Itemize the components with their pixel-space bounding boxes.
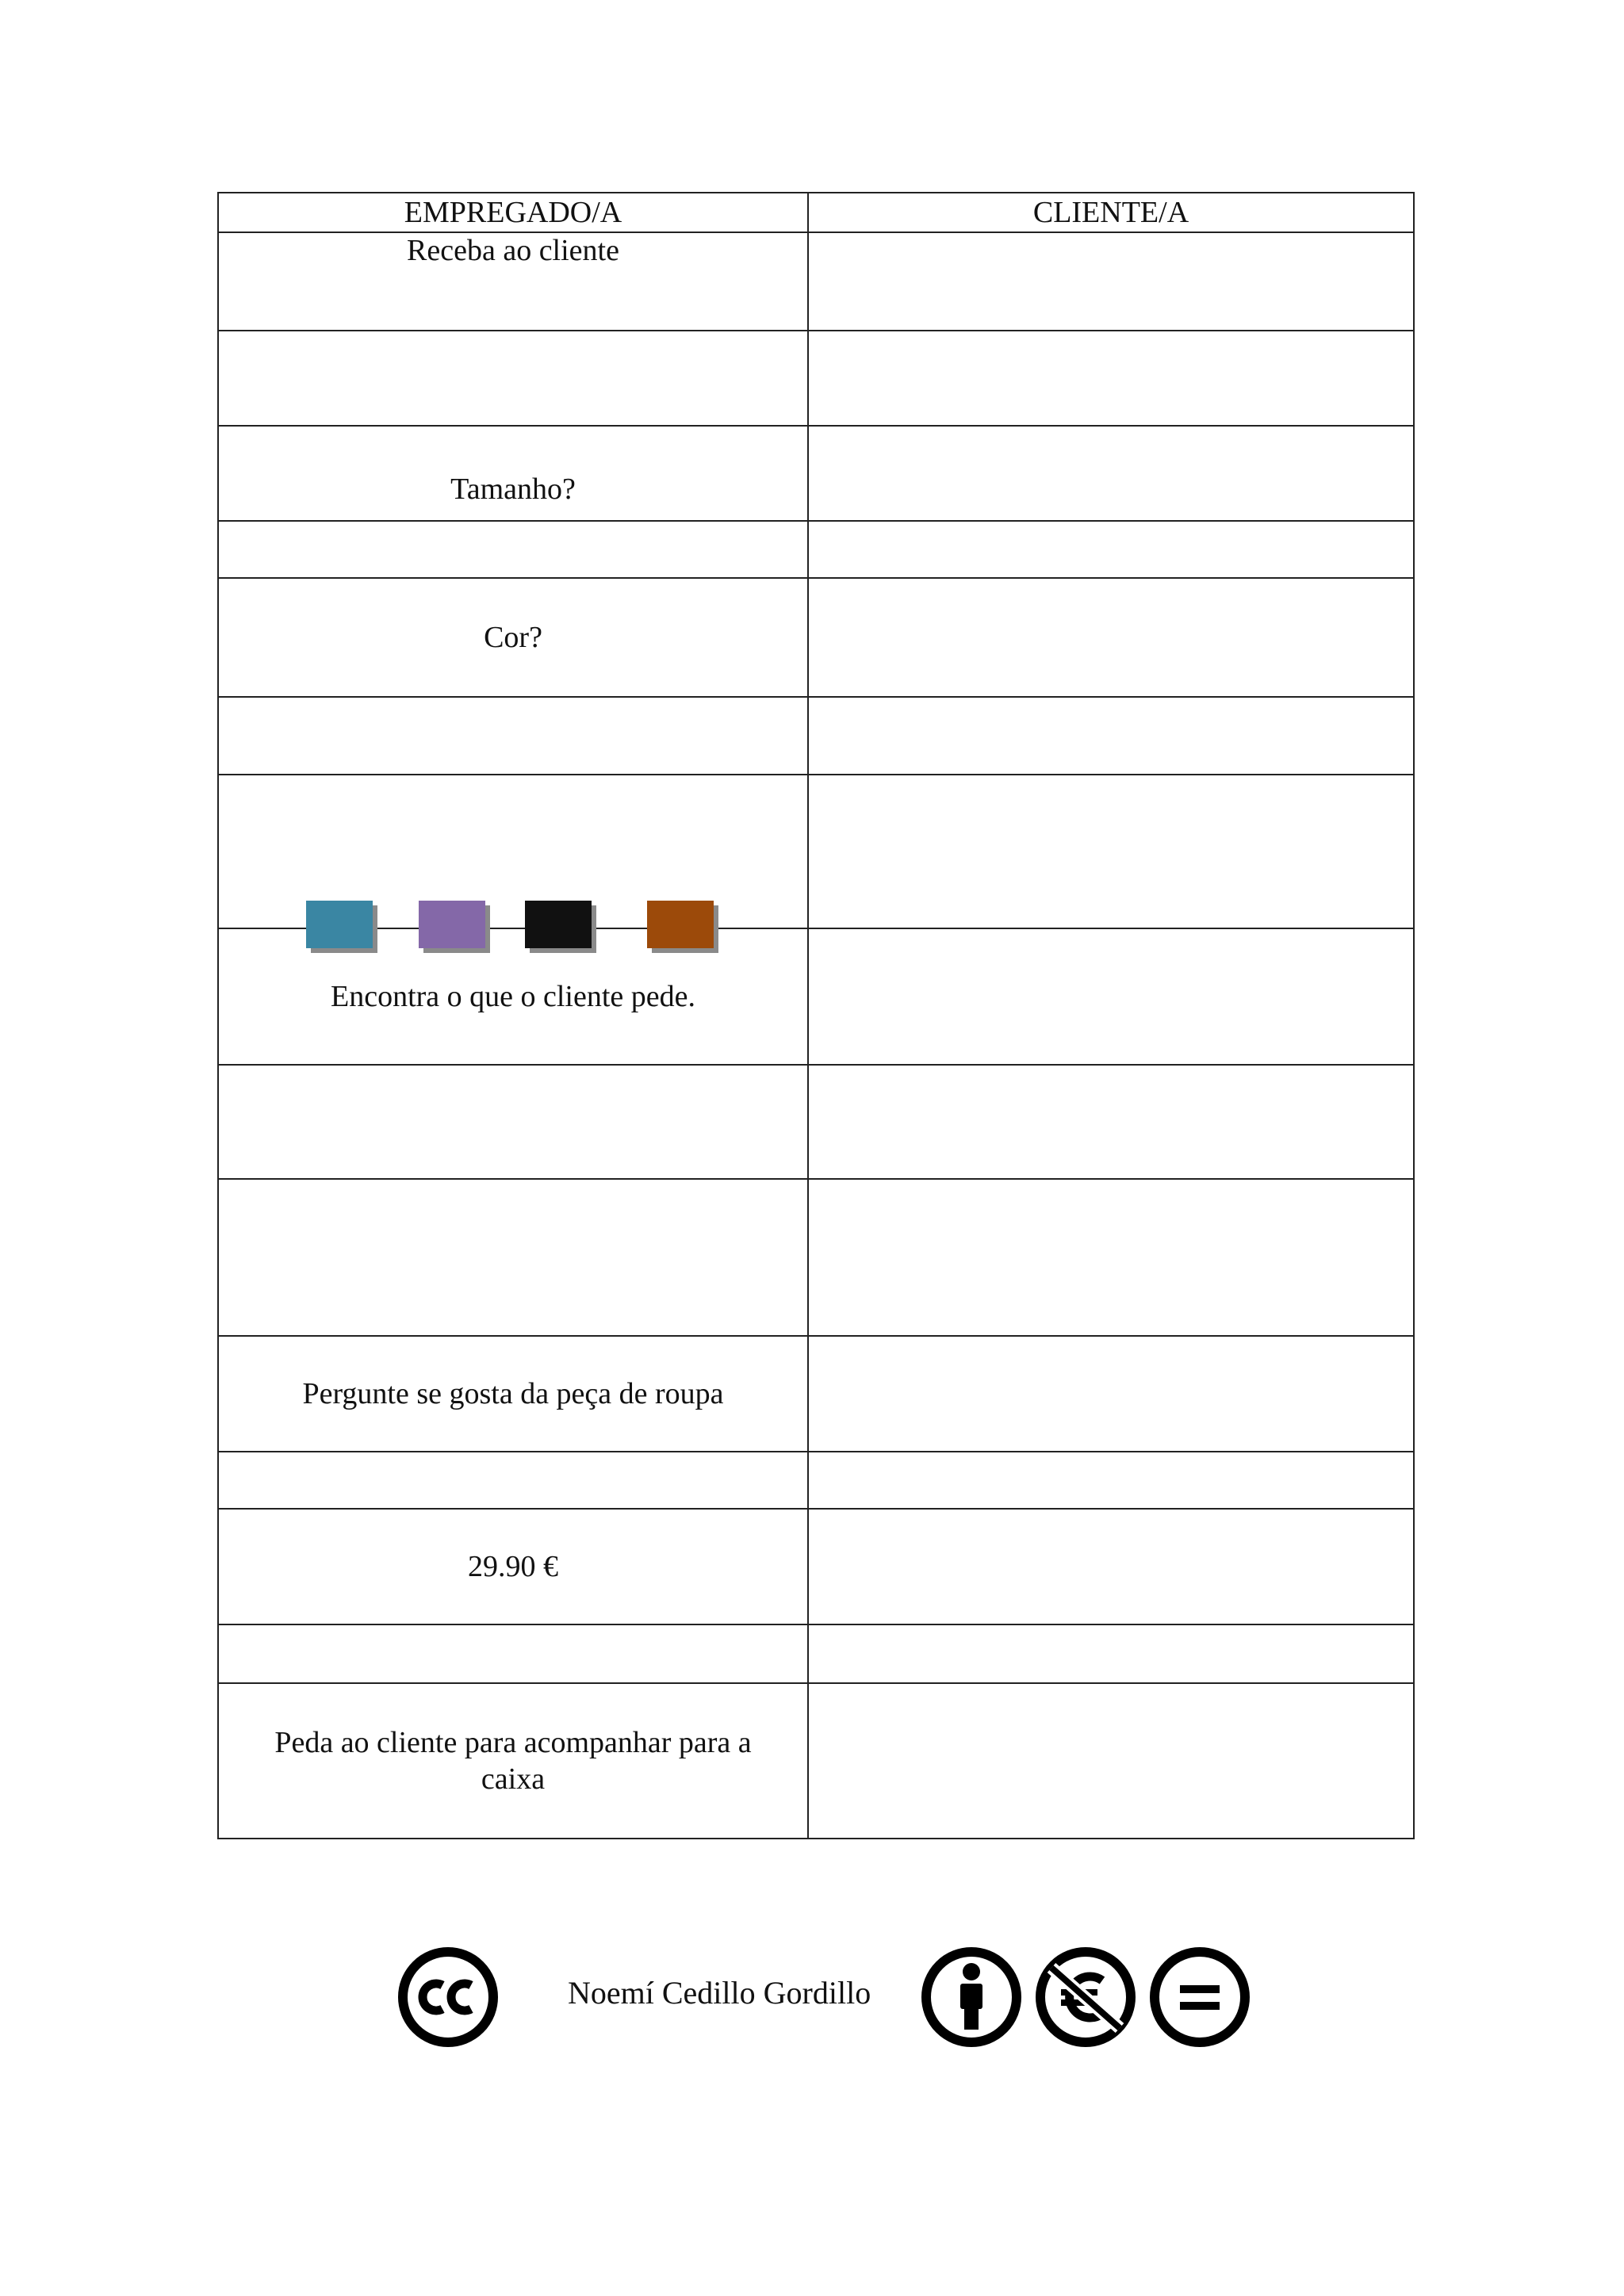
client-cell	[808, 331, 1414, 426]
employee-cell: Tamanho?	[218, 426, 808, 521]
employee-cell	[218, 1179, 808, 1336]
employee-cell: 29.90 €	[218, 1509, 808, 1624]
client-cell	[808, 1624, 1414, 1683]
table-header-row	[218, 193, 1414, 232]
client-cell	[808, 1452, 1414, 1509]
client-cell	[808, 1336, 1414, 1452]
color-swatch-black	[525, 901, 592, 948]
table-row	[218, 521, 1414, 578]
dialogue-worksheet	[217, 192, 1413, 1839]
table-row	[218, 1065, 1414, 1179]
no-derivatives-icon	[1148, 1946, 1251, 2049]
table-row	[218, 426, 1414, 521]
table-row	[218, 578, 1414, 697]
table-row	[218, 1683, 1414, 1839]
employee-cell	[218, 521, 808, 578]
table-row	[218, 1509, 1414, 1624]
table-row	[218, 232, 1414, 331]
client-cell	[808, 1509, 1414, 1624]
employee-cell	[218, 331, 808, 426]
client-cell	[808, 1065, 1414, 1179]
column-header-employee: EMPREGADO/A	[218, 193, 808, 232]
client-cell	[808, 1179, 1414, 1336]
creative-commons-icon	[396, 1946, 500, 2049]
client-cell	[808, 1683, 1414, 1839]
color-swatch-cell	[218, 775, 808, 928]
employee-cell	[218, 1452, 808, 1509]
color-swatch-teal	[306, 901, 373, 948]
client-cell	[808, 232, 1414, 331]
employee-cell: Pergunte se gosta da peça de roupa	[218, 1336, 808, 1452]
table-row	[218, 331, 1414, 426]
table-row	[218, 1336, 1414, 1452]
client-cell	[808, 578, 1414, 697]
client-cell	[808, 426, 1414, 521]
employee-cell	[218, 697, 808, 775]
license-footer	[0, 1934, 1624, 2061]
non-commercial-icon	[1034, 1946, 1137, 2049]
color-swatch-brown	[647, 901, 714, 948]
client-cell	[808, 775, 1414, 928]
table-row	[218, 1452, 1414, 1509]
client-cell	[808, 521, 1414, 578]
employee-cell: Cor?	[218, 578, 808, 697]
employee-cell: Receba ao cliente	[218, 232, 808, 331]
color-swatch-purple	[419, 901, 485, 948]
client-cell	[808, 928, 1414, 1065]
color-swatch-row	[218, 775, 1414, 928]
employee-cell	[218, 1624, 808, 1683]
attribution-icon	[920, 1946, 1023, 2049]
client-cell	[808, 697, 1414, 775]
dialogue-table	[217, 192, 1415, 1839]
author-name: Noemí Cedillo Gordillo	[568, 1975, 871, 2011]
employee-cell: Peda ao cliente para acompanhar para a caixa	[218, 1683, 808, 1839]
table-row	[218, 1179, 1414, 1336]
column-header-client: CLIENTE/A	[808, 193, 1414, 232]
table-row	[218, 1624, 1414, 1683]
table-row	[218, 697, 1414, 775]
employee-cell	[218, 1065, 808, 1179]
table-row	[218, 928, 1414, 1065]
employee-cell: Encontra o que o cliente pede.	[218, 928, 808, 1065]
